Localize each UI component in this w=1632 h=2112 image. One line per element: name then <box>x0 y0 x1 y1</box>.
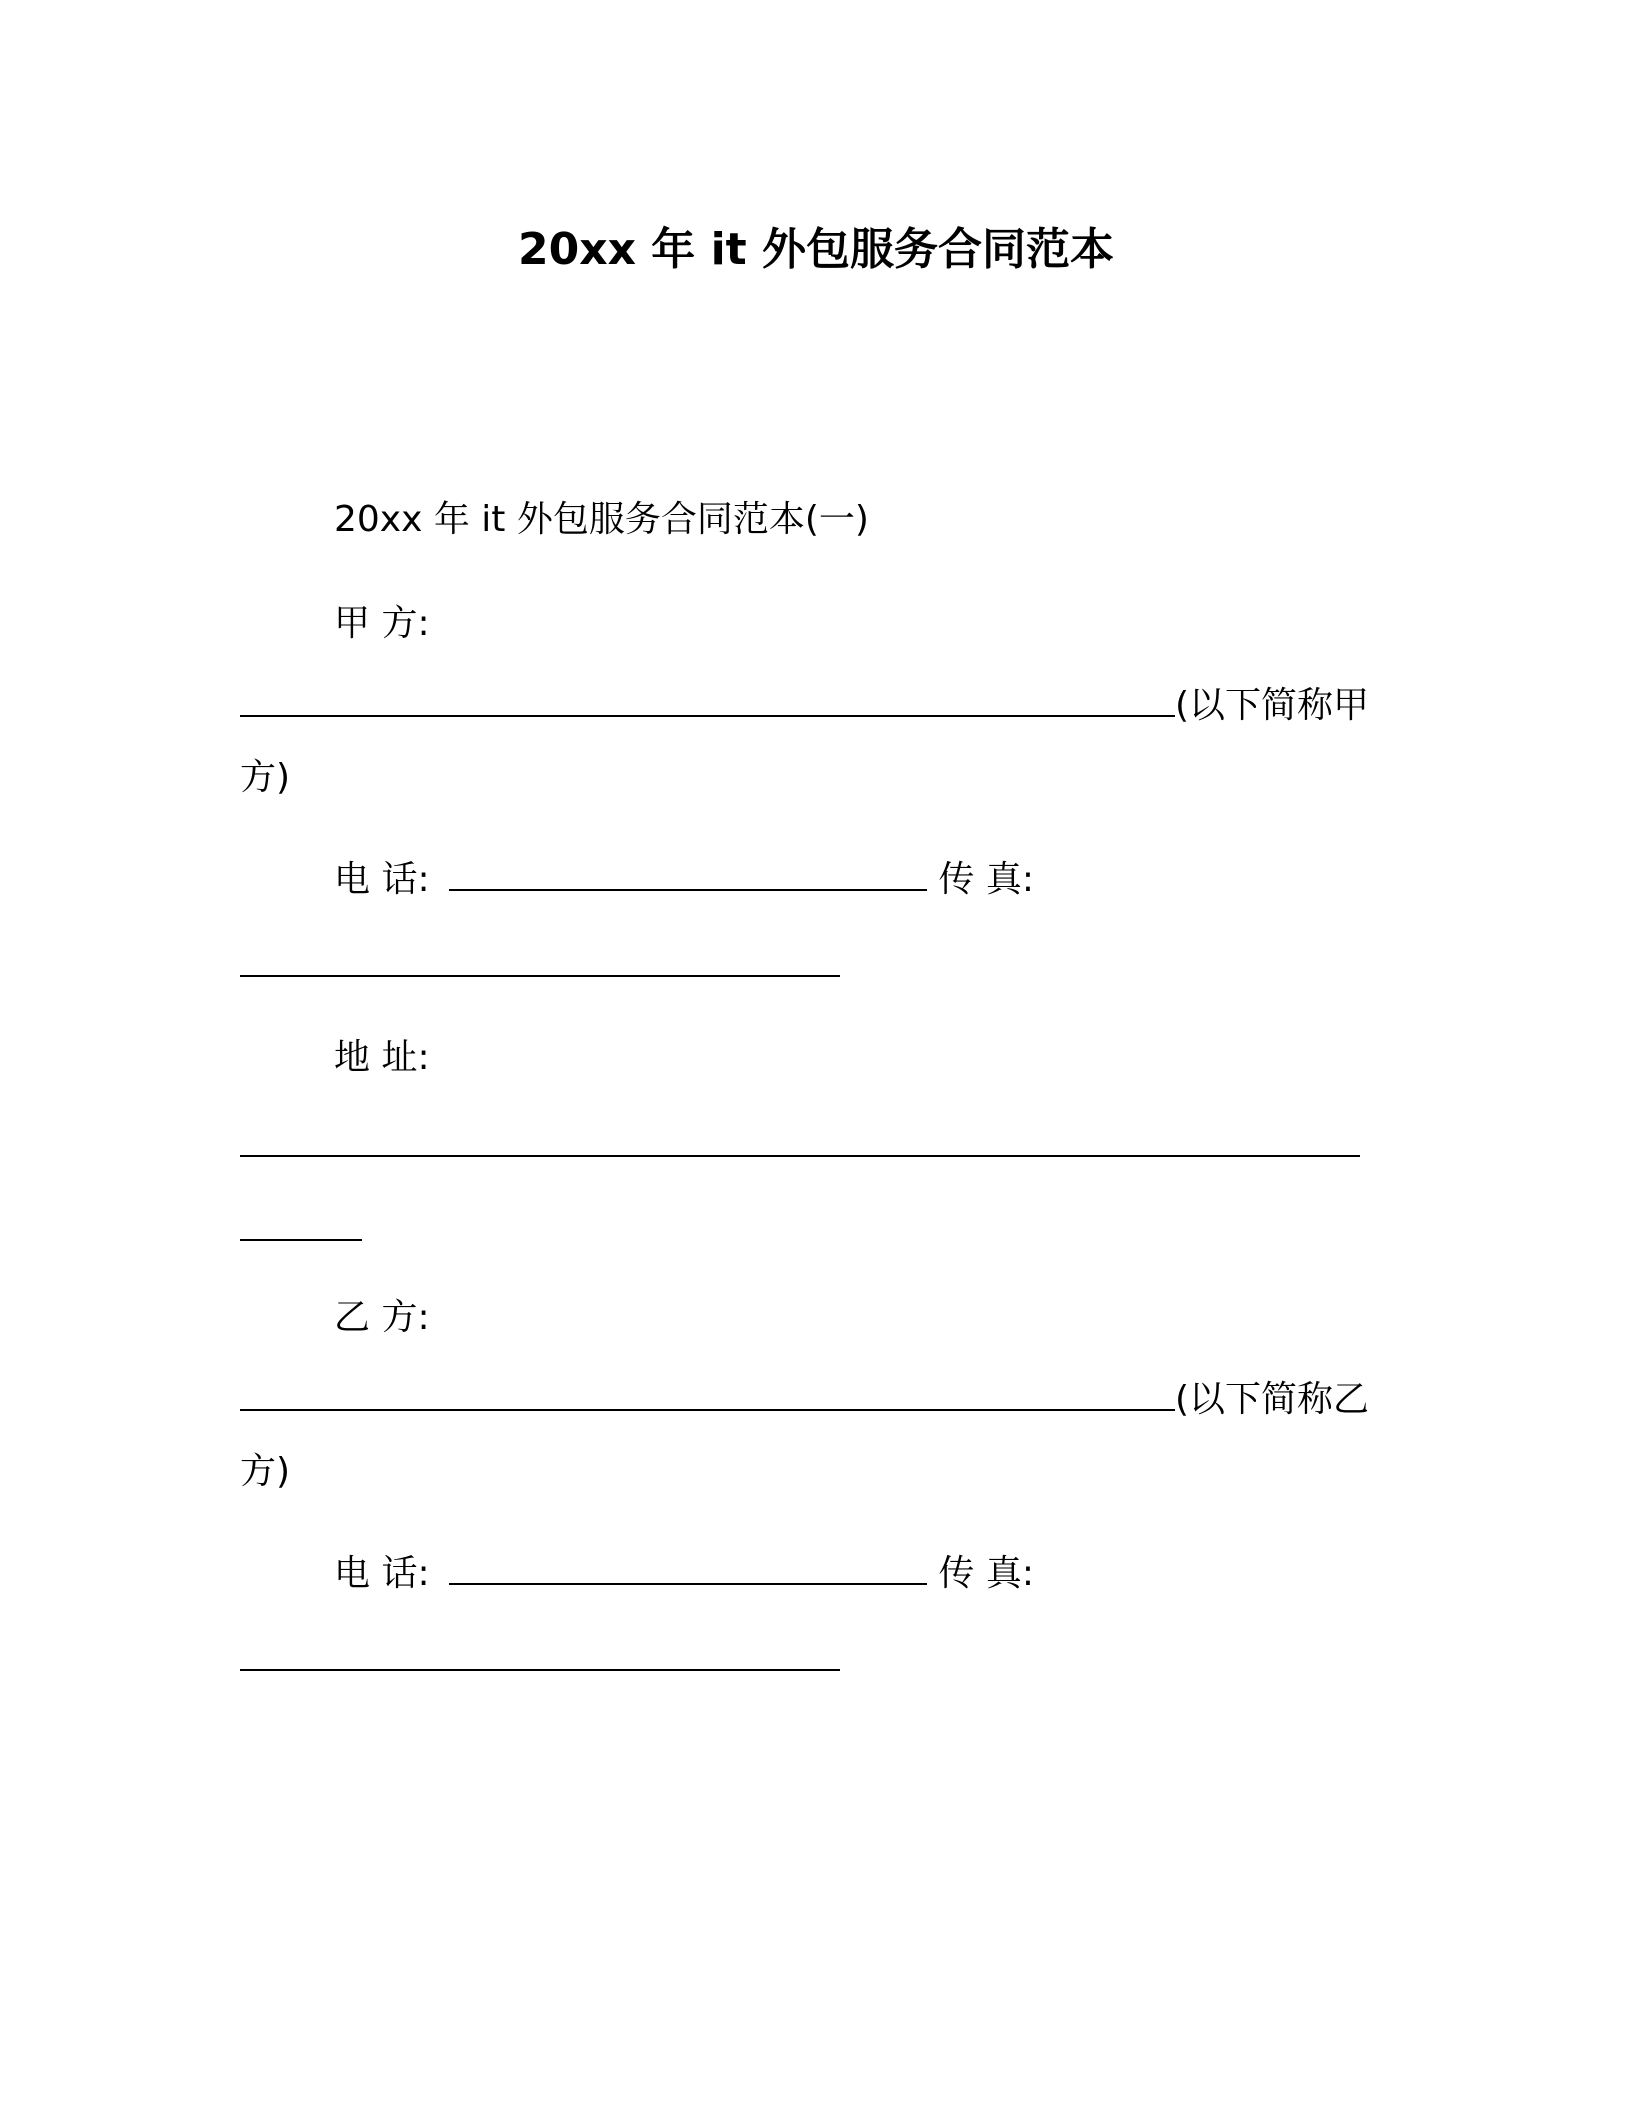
party-a-label: 甲 方: <box>334 603 430 644</box>
party-b-phone-blank[interactable] <box>449 1553 927 1585</box>
party-a-fax-blank[interactable] <box>240 945 840 977</box>
party-a-phone-line <box>334 856 1034 904</box>
party-a-phone-blank[interactable] <box>449 859 927 891</box>
party-a-fax-line <box>240 942 840 990</box>
party-a-name-line <box>240 682 1369 730</box>
party-b-abbrev-text: (以下简称乙 <box>1175 1379 1370 1420</box>
party-b-fax-blank[interactable] <box>240 1639 840 1671</box>
party-b-phone-label: 电 话: <box>334 1553 430 1594</box>
party-a-address-label: 地 址: <box>334 1037 430 1078</box>
party-b-phone-line <box>334 1550 1034 1598</box>
contract-subtitle: 20xx 年 it 外包服务合同范本(一) <box>334 499 869 540</box>
party-a-fax-label: 传 真: <box>938 859 1035 900</box>
party-a-abbrev-text: (以下简称甲 <box>1175 685 1370 726</box>
party-b-fax-line <box>240 1636 840 1684</box>
party-b-abbrev-cont: 方) <box>240 1451 291 1492</box>
party-a-phone-label: 电 话: <box>334 859 430 900</box>
party-a-address-blank-2[interactable] <box>240 1209 362 1241</box>
party-a-address-blank-1[interactable] <box>240 1125 1360 1157</box>
party-b-fax-label: 传 真: <box>938 1553 1035 1594</box>
party-b-name-line <box>240 1376 1369 1424</box>
party-a-name-blank[interactable] <box>240 685 1175 717</box>
party-b-name-blank[interactable] <box>240 1379 1175 1411</box>
document-title: 20xx 年 it 外包服务合同范本 <box>517 224 1115 275</box>
party-a-address-line-1 <box>240 1122 1360 1170</box>
party-b-label: 乙 方: <box>334 1297 430 1338</box>
party-a-address-line-2 <box>240 1206 362 1254</box>
party-a-abbrev-cont: 方) <box>240 757 291 798</box>
